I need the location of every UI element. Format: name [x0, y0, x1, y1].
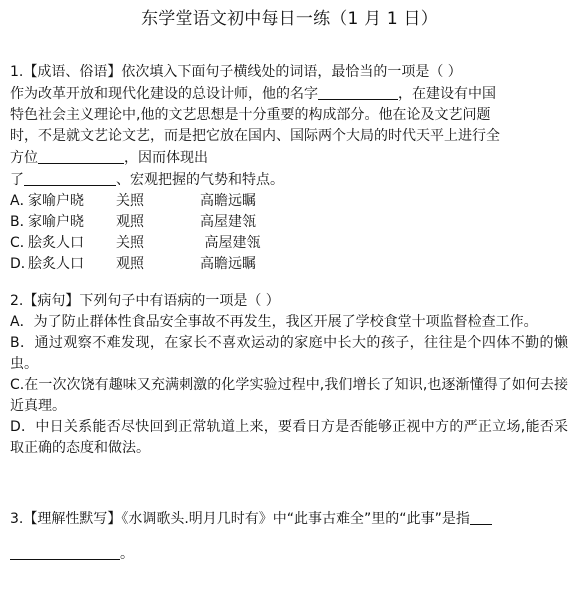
question-3-line-2 — [10, 543, 568, 565]
option-word-2: 观照 — [116, 256, 144, 272]
option-word-1: 家喻户晓 — [28, 214, 84, 230]
question-1-line-4 — [10, 147, 568, 169]
option-d[interactable] — [10, 254, 568, 275]
question-3 — [10, 508, 568, 565]
option-letter: B． — [10, 214, 34, 230]
question-1 — [10, 62, 568, 275]
option-word-1: 家喻户晓 — [28, 193, 84, 209]
option-word-3: 高瞻远瞩 — [200, 256, 256, 272]
option-word-2: 观照 — [116, 214, 144, 230]
question-1-line-3: 时，不是就文艺论文艺，而是把它放在国内、国际两个大局的时代天平上进行全 — [10, 128, 500, 144]
answer-blank-2[interactable] — [38, 147, 124, 164]
option-word-3: 高屋建瓴 — [200, 235, 261, 251]
question-1-text: 、宏观把握的气势和特点。 — [116, 172, 284, 188]
question-2-heading: 2.【病句】下列句子中有语病的一项是（ ） — [10, 293, 280, 309]
option-word-1: 脍炙人口 — [28, 235, 84, 251]
option-d[interactable]: D．中日关系能否尽快回到正常轨道上来，要看日方是否能够正视中方的严正立场,能否采取正确的态度和做法。 — [10, 419, 568, 456]
question-1-text: 了 — [10, 172, 24, 188]
page-title: 东学堂语文初中每日一练（1 月 1 日） — [141, 9, 438, 29]
question-1-heading: 1.【成语、俗语】依次填入下面句子横线处的词语，最恰当的一项是（ ） — [10, 64, 462, 80]
option-word-1: 脍炙人口 — [28, 256, 84, 272]
question-1-line-2: 特色社会主义理论中,他的文艺思想是十分重要的构成部分。他在论及文艺问题 — [10, 107, 491, 123]
option-a[interactable] — [10, 191, 568, 212]
option-letter: C． — [10, 235, 34, 251]
question-1-text: ，在建设有中国 — [398, 86, 496, 102]
option-word-2: 关照 — [116, 235, 144, 251]
answer-blank-5[interactable] — [10, 543, 120, 560]
question-3-end: 。 — [120, 546, 134, 562]
question-2 — [10, 291, 568, 459]
question-3-text: 3.【理解性默写】《水调歌头.明月几时有》中“此事古难全”里的“此事”是指 — [10, 511, 470, 527]
option-word-3: 高屋建瓴 — [200, 214, 256, 230]
option-word-2: 关照 — [116, 193, 144, 209]
question-1-line-5 — [10, 169, 568, 191]
option-b[interactable] — [10, 212, 568, 233]
answer-blank-4[interactable] — [470, 508, 492, 525]
option-c[interactable]: C.在一次次饶有趣味又充满刺激的化学实验过程中,我们增长了知识,也逐渐懂得了如何去接近真理。 — [10, 377, 568, 414]
option-letter: A． — [10, 193, 34, 209]
option-word-3: 高瞻远瞩 — [200, 193, 256, 209]
question-1-text: 作为改革开放和现代化建设的总设计师，他的名字 — [10, 86, 318, 102]
option-a[interactable]: A．为了防止群体性食品安全事故不再发生，我区开展了学校食堂十项监督检查工作。 — [10, 314, 538, 330]
question-1-text: ，因而体现出 — [124, 150, 208, 166]
option-letter: D． — [10, 256, 35, 272]
answer-blank-1[interactable] — [318, 83, 398, 100]
question-1-text: 方位 — [10, 150, 38, 166]
option-c[interactable] — [10, 233, 568, 254]
option-b[interactable]: B．通过观察不难发现，在家长不喜欢运动的家庭中长大的孩子，往往是个四体不勤的懒虫。 — [10, 335, 568, 372]
question-1-line-1 — [10, 83, 568, 105]
answer-blank-3[interactable] — [24, 169, 116, 186]
question-3-line-1 — [10, 508, 568, 530]
